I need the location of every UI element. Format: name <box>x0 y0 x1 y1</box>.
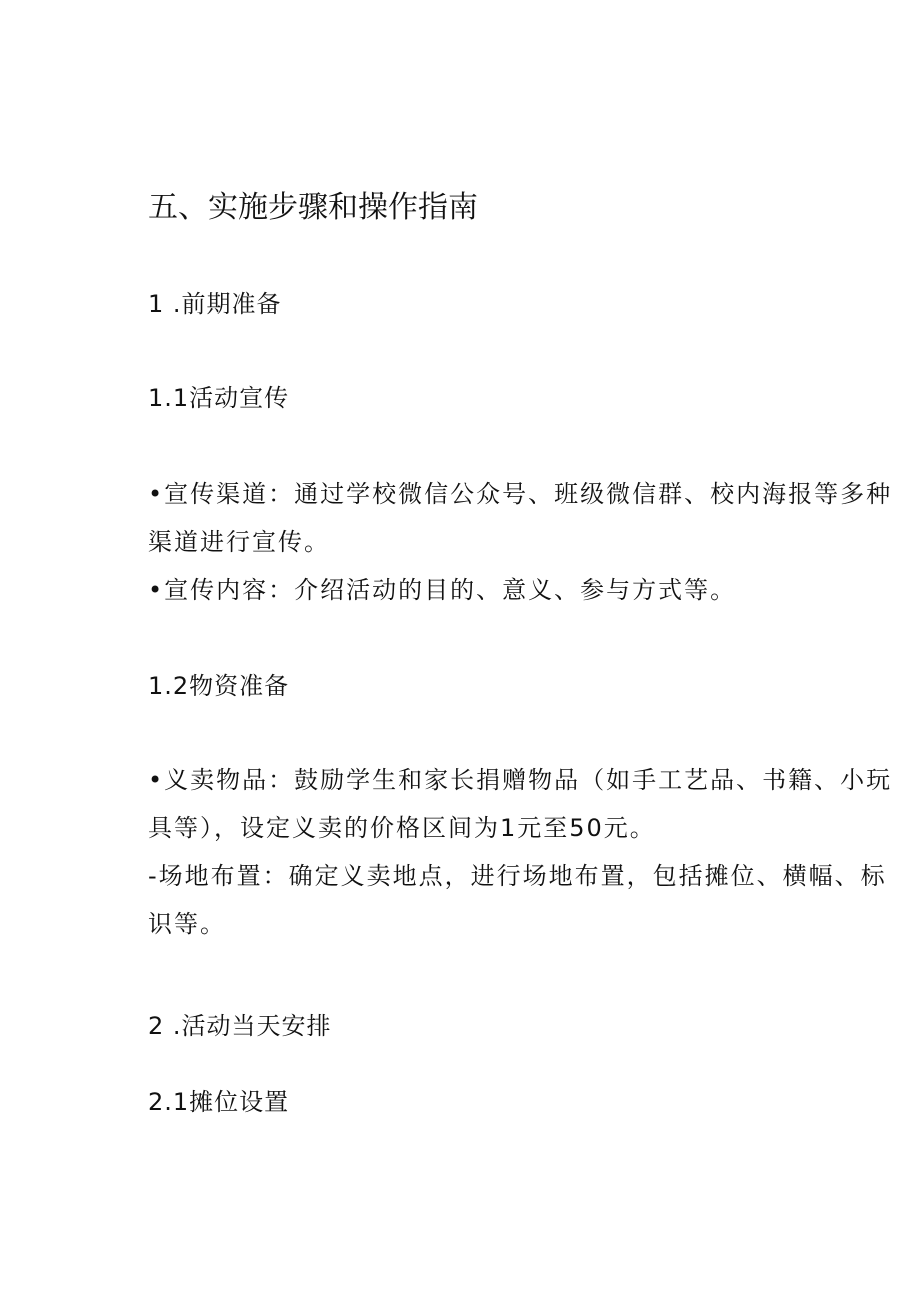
bullet-promotion-channels-line2: 渠道进行宣传。 <box>148 528 330 556</box>
bullet-charity-items-line2: 具等），设定义卖的价格区间为1元至50元。 <box>148 814 656 842</box>
section-title: 五、实施步骤和操作指南 <box>148 190 478 225</box>
bullet-promotion-channels-line1: •宣传渠道：通过学校微信公众号、班级微信群、校内海报等多种 <box>148 480 893 508</box>
heading-promotion: 1.1活动宣传 <box>148 384 290 412</box>
bullet-venue-line2: 识等。 <box>148 910 226 938</box>
bullet-venue-line1: -场地布置：确定义卖地点，进行场地布置，包括摊位、横幅、标 <box>148 862 887 890</box>
heading-materials: 1.2物资准备 <box>148 672 290 700</box>
heading-preparation: 1 .前期准备 <box>148 290 282 318</box>
heading-booth-setup: 2.1摊位设置 <box>148 1088 290 1116</box>
bullet-charity-items-line1: •义卖物品：鼓励学生和家长捐赠物品（如手工艺品、书籍、小玩 <box>148 766 893 794</box>
bullet-promotion-content: •宣传内容：介绍活动的目的、意义、参与方式等。 <box>148 576 737 604</box>
heading-event-day: 2 .活动当天安排 <box>148 1012 332 1040</box>
